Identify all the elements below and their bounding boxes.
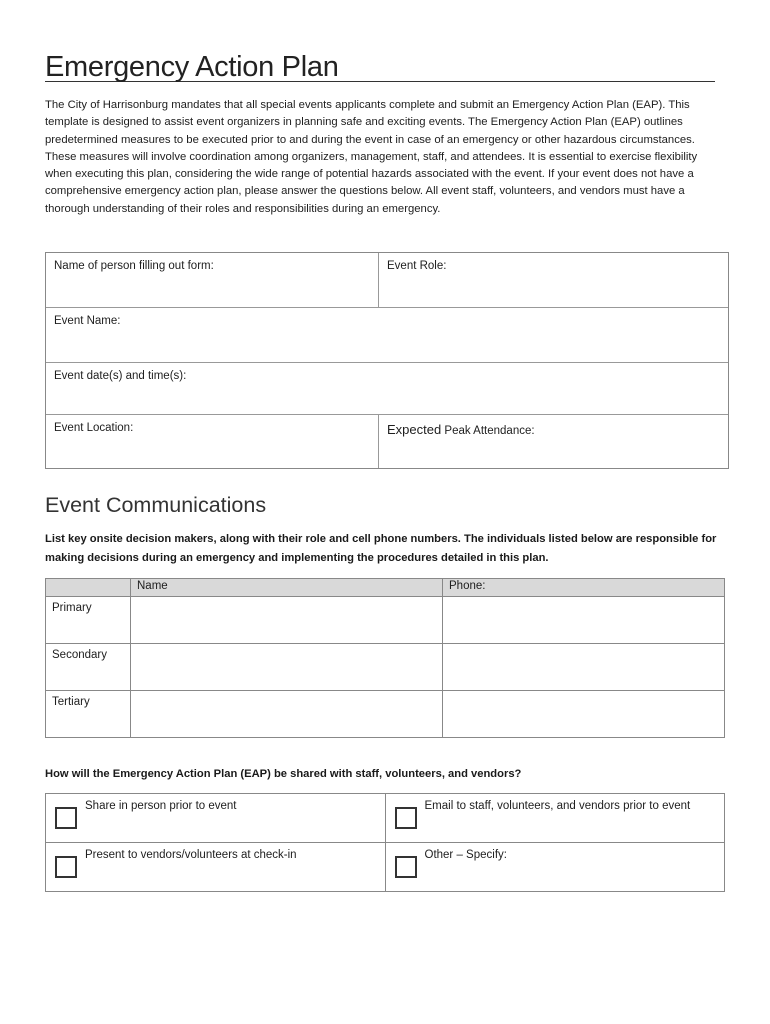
option-label: Share in person prior to event: [85, 800, 237, 812]
event-dates-label: Event date(s) and time(s):: [54, 370, 187, 382]
primary-phone-cell[interactable]: [443, 597, 725, 644]
option-label: Other – Specify:: [424, 849, 507, 861]
option-email: [385, 794, 725, 843]
role-label: Event Role:: [387, 260, 447, 272]
options-row: [46, 794, 725, 843]
name-label: Name of person filling out form:: [54, 260, 214, 272]
event-info-table: [45, 252, 729, 469]
header-phone: Phone:: [443, 579, 725, 597]
communications-heading: Event Communications: [45, 493, 267, 517]
tertiary-phone-cell[interactable]: [443, 691, 725, 738]
role-field[interactable]: [379, 253, 728, 307]
attendance-label-suffix: Peak Attendance:: [441, 425, 535, 437]
info-row: [46, 363, 728, 415]
attendance-field[interactable]: [379, 415, 728, 468]
row-label-tertiary: Tertiary: [46, 691, 131, 738]
intro-paragraph: The City of Harrisonburg mandates that all special events applicants complete and submit an Emergency Action Plan (EAP). This template is designed to assist event organizers in planning safe and exciting events. The Emergency Action Plan (EAP) outlines predetermined measures to be executed prior to and during the event in case of an emergency or other hazardous circumstances. These measures will involve coordination among organizers, management, staff, and attendees. It is essential to exercise flexibility when executing this plan, considering the wide range of potential hazards associated with the event. If your event does not have a comprehensive emergency action plan, please answer the questions below. All event staff, volunteers, and vendors must have a thorough understanding of their roles and responsibilities during an emergency.: [45, 99, 698, 215]
page-title: Emergency Action Plan: [45, 51, 339, 83]
option-other: [385, 843, 725, 892]
event-name-field[interactable]: [46, 308, 728, 362]
header-blank: [46, 579, 131, 597]
event-name-label: Event Name:: [54, 315, 121, 327]
title-underline: [45, 52, 715, 82]
table-header-row: [46, 579, 725, 597]
checkbox-present-at-checkin[interactable]: [55, 856, 77, 878]
table-row: [46, 597, 725, 644]
sharing-options-table: [45, 793, 725, 892]
sharing-question: How will the Emergency Action Plan (EAP) be shared with staff, volunteers, and vendors?: [45, 768, 522, 780]
option-label: Email to staff, volunteers, and vendors prior to event: [424, 800, 691, 812]
info-row: [46, 253, 728, 308]
info-row: [46, 415, 728, 468]
row-label-secondary: Secondary: [46, 644, 131, 691]
tertiary-name-cell[interactable]: [131, 691, 443, 738]
event-dates-field[interactable]: [46, 363, 728, 414]
info-row: [46, 308, 728, 363]
attendance-label-prefix: Expected: [387, 422, 442, 437]
name-field[interactable]: [46, 253, 379, 307]
table-row: [46, 691, 725, 738]
checkbox-share-in-person[interactable]: [55, 807, 77, 829]
options-row: [46, 843, 725, 892]
checkbox-email[interactable]: [395, 807, 417, 829]
option-present-at-checkin: [46, 843, 386, 892]
checkbox-other[interactable]: [395, 856, 417, 878]
primary-name-cell[interactable]: [131, 597, 443, 644]
decision-makers-table: [45, 578, 725, 738]
row-label-primary: Primary: [46, 597, 131, 644]
communications-instructions: List key onsite decision makers, along with their role and cell phone numbers. The individuals listed below are responsible for making decisions during an emergency and implementing the procedures detailed in this plan.: [45, 533, 717, 564]
secondary-name-cell[interactable]: [131, 644, 443, 691]
option-share-in-person: [46, 794, 386, 843]
secondary-phone-cell[interactable]: [443, 644, 725, 691]
location-label: Event Location:: [54, 422, 134, 434]
option-label: Present to vendors/volunteers at check-in: [85, 849, 297, 861]
table-row: [46, 644, 725, 691]
header-name: Name: [131, 579, 443, 597]
location-field[interactable]: [46, 415, 379, 468]
